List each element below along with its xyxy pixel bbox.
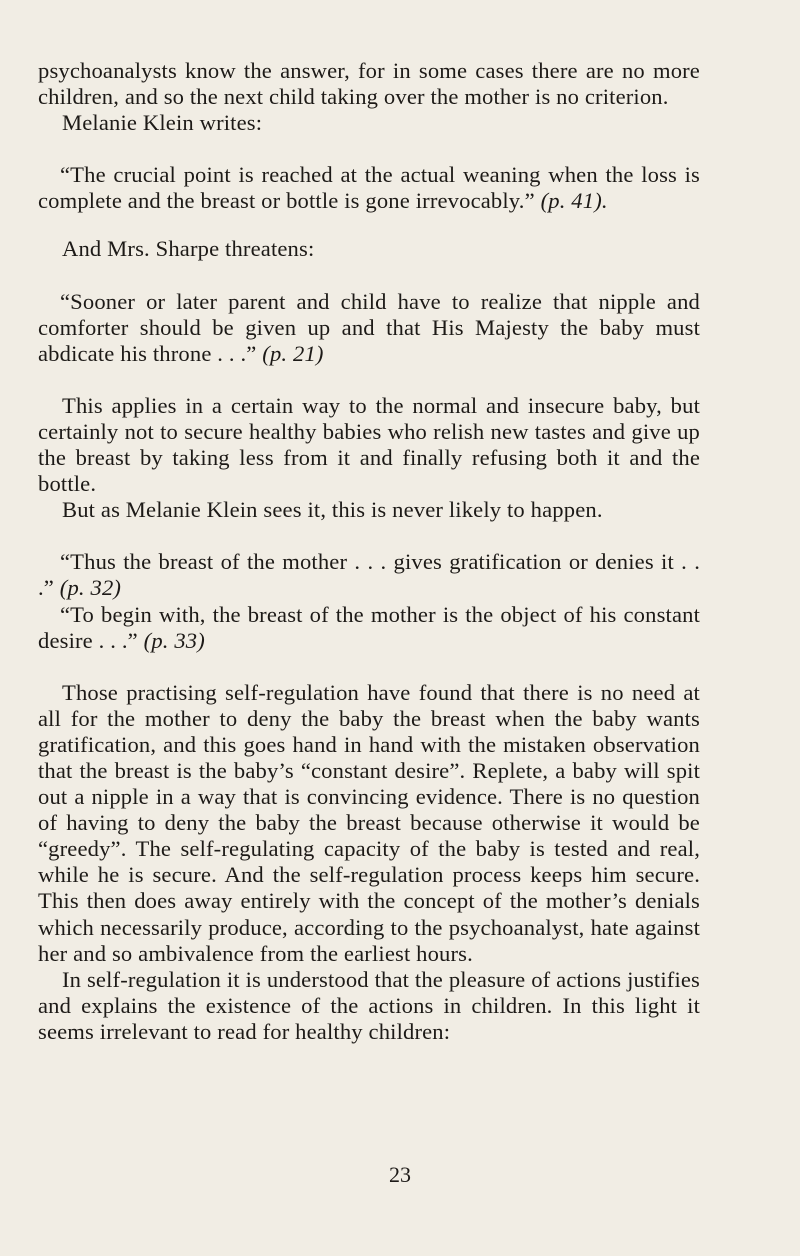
quote-text: “To begin with, the breast of the mother is the object of his constant desire . . .” — [38, 601, 700, 653]
quote-reference: (p. 33) — [143, 627, 205, 653]
paragraph-4: This applies in a certain way to the normal and insecure baby, but certainly not to secure healthy babies who relish new tastes and give up the breast by taking less from it and finally refusing both it and the bottle. — [38, 392, 700, 497]
quote-klein-weaning — [38, 162, 700, 214]
paragraph-7: In self-regulation it is understood that the pleasure of actions justifies and explains the existence of the actions in children. In this light it seems irrelevant to read for healthy children: — [38, 966, 700, 1044]
quote-sharpe — [38, 289, 700, 367]
quote-text: “Sooner or later parent and child have to realize that nipple and comforter should be given up and that His Majesty the baby must abdicate his throne . . .” — [38, 288, 700, 366]
quote-klein-desire — [38, 602, 700, 654]
quote-reference: (p. 32) — [59, 575, 122, 601]
page-body — [38, 58, 700, 1045]
page-number: 23 — [389, 1162, 411, 1187]
paragraph-5: But as Melanie Klein sees it, this is never likely to happen. — [62, 497, 603, 523]
paragraph-1: psychoanalysts know the answer, for in some cases there are no more children, and so the next child taking over the mother is no criterion. — [38, 58, 700, 110]
quote-text: “Thus the breast of the mother . . . gives gratification or denies it . . .” — [38, 549, 700, 601]
paragraph-3: And Mrs. Sharpe threatens: — [62, 236, 315, 262]
paragraph-2: Melanie Klein writes: — [62, 110, 263, 136]
quote-reference: (p. 21) — [262, 340, 324, 366]
quote-text: “The crucial point is reached at the actual weaning when the loss is complete and the breast or bottle is gone irrevocably.” — [38, 162, 700, 214]
quote-klein-gratification — [38, 549, 700, 601]
quote-reference: (p. 41). — [540, 188, 608, 214]
paragraph-6: Those practising self-regulation have found that there is no need at all for the mother to deny the baby the breast when the baby wants gratification, and this goes hand in hand with the mistaken observation that the breast is the baby’s “constant desire”. Replete, a baby will spit out a nipple in a way that is convincing evidence. There is no question of having to deny the baby the breast because otherwise it would be “greedy”. The self-regulating capacity of the baby is tested and real, while he is secure. And the self-regulation process keeps him secure. This then does away entirely with the concept of the mother’s denials which necessarily produce, according to the psychoanalyst, hate against her and so ambivalence from the earliest hours. — [38, 679, 700, 966]
